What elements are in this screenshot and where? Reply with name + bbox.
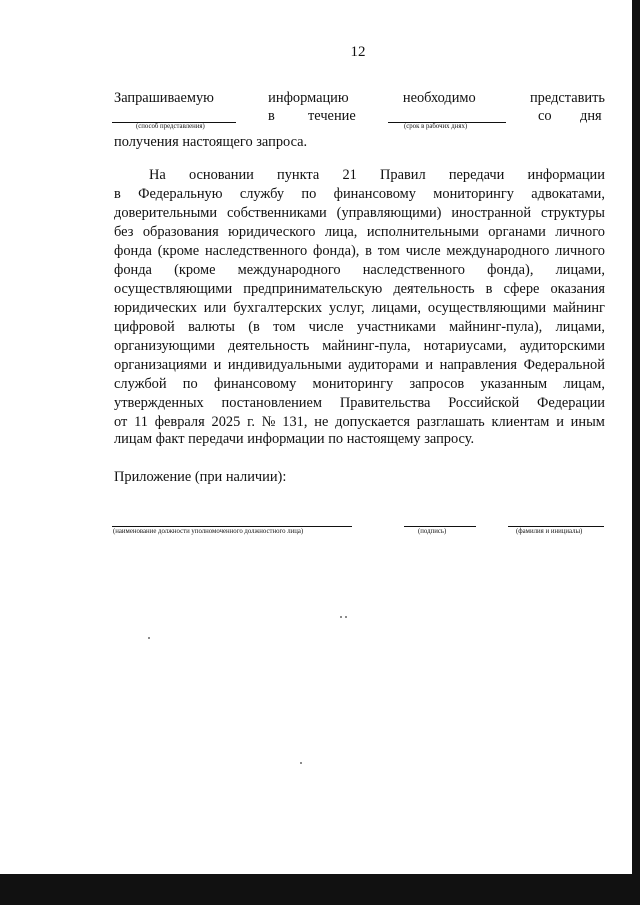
word: не — [314, 414, 329, 430]
main-line — [114, 357, 605, 374]
word: и — [213, 357, 222, 373]
word: направления — [439, 357, 518, 373]
word: фонда), — [313, 243, 360, 259]
word: и — [556, 414, 564, 430]
word: передачи — [448, 167, 505, 183]
word: сфере — [503, 281, 540, 297]
request-word: представить — [529, 90, 605, 106]
word: организующими — [114, 338, 216, 354]
word: юридических — [114, 300, 197, 316]
request-word: необходимо — [402, 90, 476, 106]
word: допускается — [335, 414, 410, 430]
word: Правительства — [339, 395, 431, 411]
word: по — [301, 186, 317, 202]
word: указанным — [480, 376, 548, 392]
main-last-line: лицам факт передачи информации по настоящему запросу. — [114, 431, 475, 447]
request-continuation: получения настоящего запроса. — [114, 134, 308, 150]
word: по — [182, 376, 198, 392]
word: или — [203, 300, 227, 316]
word: образования — [142, 224, 219, 240]
attachment-label: Приложение (при наличии): — [114, 469, 287, 485]
scan-speck — [345, 616, 347, 618]
word: в — [114, 186, 121, 202]
request-word: информацию — [268, 90, 349, 106]
word: финансовому — [213, 376, 297, 392]
word: Правил — [380, 167, 426, 183]
word: Российской — [448, 395, 520, 411]
word: без — [114, 224, 134, 240]
word: аудиторскими — [519, 338, 605, 354]
scan-speck — [148, 637, 150, 639]
word: числе — [308, 319, 344, 335]
word: участниками — [356, 319, 436, 335]
main-line — [114, 300, 605, 317]
word: том — [273, 319, 296, 335]
main-line — [114, 319, 605, 336]
main-line — [114, 338, 605, 355]
word: постановлением — [221, 395, 323, 411]
day-word: дня — [580, 108, 602, 124]
word: лицами, — [555, 262, 605, 278]
method-caption: (способ представления) — [136, 123, 205, 130]
word: 11 — [134, 414, 148, 430]
word: органами — [488, 224, 546, 240]
word: юридического — [228, 224, 316, 240]
word: деятельность — [393, 281, 475, 297]
main-line — [114, 281, 605, 298]
main-line — [114, 262, 605, 279]
word: международного — [446, 243, 550, 259]
word: Федеральной — [523, 357, 605, 373]
scan-border-bottom — [0, 874, 640, 905]
position-caption: (наименование должности уполномоченного должностного лица) — [113, 528, 304, 535]
word: (управляющими) — [336, 205, 442, 221]
word: осуществляющими — [114, 281, 233, 297]
word: утвержденных — [114, 395, 204, 411]
word: г. — [247, 414, 255, 430]
word: осуществляющими — [427, 300, 547, 316]
word: организациями — [114, 357, 207, 373]
signature-caption: (подпись) — [418, 528, 447, 535]
word: лица, — [324, 224, 358, 240]
word: информации — [527, 167, 605, 183]
word: числе — [405, 243, 441, 259]
position-blank-line — [112, 526, 352, 527]
page-number: 12 — [350, 44, 366, 60]
word: Федерации — [537, 395, 605, 411]
name-caption: (фамилия и инициалы) — [516, 528, 583, 535]
main-line — [149, 167, 605, 184]
request-line-1 — [114, 90, 605, 107]
word: бухгалтерских — [233, 300, 323, 316]
word: Федеральную — [138, 186, 223, 202]
word: личного — [555, 243, 605, 259]
word: лицам, — [563, 376, 605, 392]
word: лицами, — [371, 300, 421, 316]
word: клиентам — [491, 414, 550, 430]
word: фонда), — [487, 262, 534, 278]
scan-border-right — [632, 0, 640, 905]
main-line — [114, 205, 605, 222]
word: наследственного — [362, 262, 465, 278]
word: в — [485, 281, 493, 297]
word: лицами, — [555, 319, 605, 335]
word: майнинг-пула), — [449, 319, 543, 335]
word: оказания — [550, 281, 605, 297]
word: цифровой — [114, 319, 175, 335]
word: деятельность — [228, 338, 310, 354]
word: 2025 — [211, 414, 241, 430]
main-line — [114, 243, 605, 260]
word: предпринимательскую — [243, 281, 383, 297]
word: личного — [555, 224, 605, 240]
term-caption: (срок в рабочих днях) — [404, 123, 468, 130]
word: иным — [570, 414, 605, 430]
signature-blank-line — [404, 526, 476, 527]
word: аудиторами — [348, 357, 419, 373]
word: иностранной — [451, 205, 532, 221]
word: международного — [237, 262, 341, 278]
word: фонда — [114, 262, 152, 278]
word: майнинг — [552, 300, 605, 316]
word: индивидуальными — [227, 357, 342, 373]
request-word: Запрашиваемую — [114, 90, 214, 106]
word: основании — [188, 167, 254, 183]
during-word: течение — [308, 108, 356, 124]
word: финансовому — [333, 186, 416, 202]
word: мониторингу — [312, 376, 394, 392]
word: службу — [239, 186, 285, 202]
main-line — [114, 414, 605, 431]
word: 21 — [342, 167, 357, 183]
word: том — [377, 243, 400, 259]
from-word: со — [538, 108, 552, 124]
word: февраля — [154, 414, 205, 430]
word: (в — [248, 319, 260, 335]
main-line — [114, 186, 605, 203]
word: майнинг-пула, — [322, 338, 411, 354]
word: (кроме — [174, 262, 216, 278]
scan-speck — [300, 762, 302, 764]
word: № — [261, 414, 276, 430]
in-word: в — [268, 108, 275, 124]
word: адвокатами, — [531, 186, 605, 202]
word: собственниками — [227, 205, 327, 221]
word: и — [425, 357, 434, 373]
word: структуры — [540, 205, 605, 221]
word: мониторингу — [433, 186, 514, 202]
main-line — [114, 376, 605, 393]
word: разглашать — [416, 414, 485, 430]
word: 131, — [282, 414, 308, 430]
main-line — [114, 395, 605, 412]
name-blank-line — [508, 526, 604, 527]
word: нотариусами, — [423, 338, 507, 354]
word: службой — [114, 376, 167, 392]
word: (кроме — [157, 243, 200, 259]
main-line — [114, 224, 605, 241]
word: валюты — [188, 319, 235, 335]
word: от — [114, 414, 128, 430]
word: услуг, — [328, 300, 365, 316]
word: пункта — [277, 167, 320, 183]
scan-speck — [340, 616, 342, 618]
word: На — [149, 167, 166, 183]
word: наследственного — [204, 243, 308, 259]
word: в — [365, 243, 372, 259]
word: исполнительными — [366, 224, 479, 240]
word: запросов — [409, 376, 465, 392]
word: фонда — [114, 243, 152, 259]
word: доверительными — [114, 205, 218, 221]
